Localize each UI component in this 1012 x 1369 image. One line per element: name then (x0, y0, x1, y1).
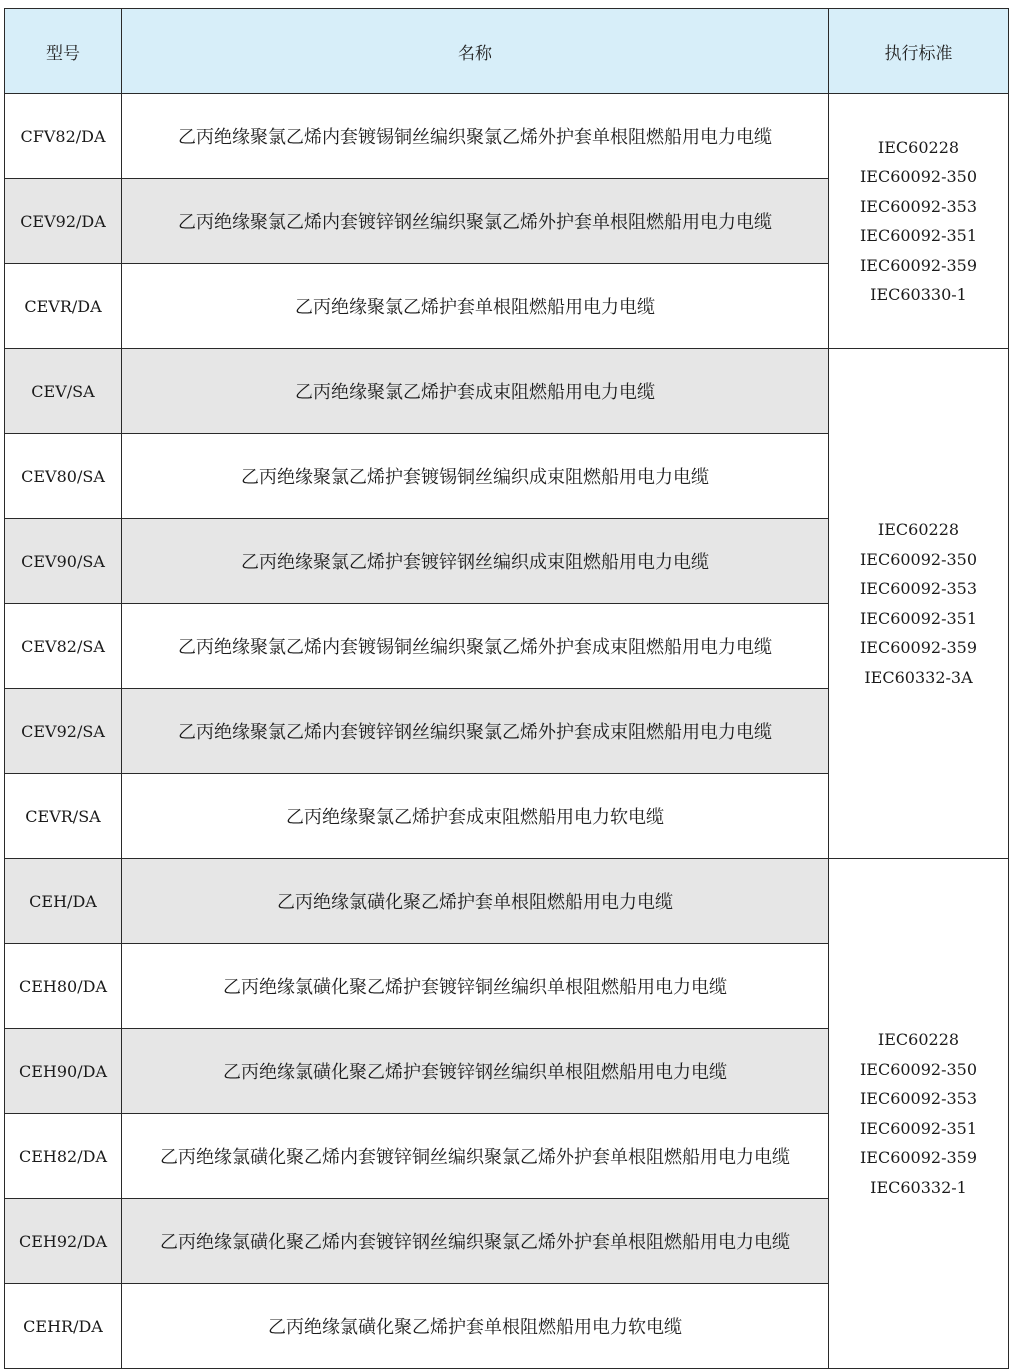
table-row (5, 349, 1009, 434)
standard-code: IEC60332-3A (864, 667, 973, 687)
standard-code: IEC60228 (877, 520, 960, 539)
standard-code: IEC60332-1 (870, 1177, 967, 1197)
standard-code: IEC60330-1 (870, 285, 967, 304)
standards-cell (829, 859, 1009, 1369)
model-cell: CEVR/SA (5, 774, 122, 859)
standard-code: IEC60092-351 (859, 608, 978, 628)
name-cell: 乙丙绝缘氯磺化聚乙烯内套镀锌铜丝编织聚氯乙烯外护套单根阻燃船用电力电缆 (122, 1114, 829, 1199)
standard-code: IEC60092-359 (859, 1148, 978, 1167)
name-cell: 乙丙绝缘氯磺化聚乙烯护套单根阻燃船用电力电缆 (122, 859, 829, 944)
model-cell: CEH92/DA (5, 1199, 122, 1284)
model-cell: CEV92/SA (5, 689, 122, 774)
standards-cell (829, 349, 1009, 859)
model-cell: CEHR/DA (5, 1284, 122, 1369)
standard-code: IEC60092-359 (859, 255, 978, 275)
name-cell: 乙丙绝缘聚氯乙烯护套单根阻燃船用电力电缆 (122, 264, 829, 349)
standard-code: IEC60092-351 (859, 1118, 978, 1138)
standard-code: IEC60092-350 (859, 1059, 978, 1079)
name-cell: 乙丙绝缘聚氯乙烯内套镀锡铜丝编织聚氯乙烯外护套成束阻燃船用电力电缆 (122, 604, 829, 689)
table-body (5, 94, 1009, 1369)
name-cell: 乙丙绝缘氯磺化聚乙烯内套镀锌钢丝编织聚氯乙烯外护套单根阻燃船用电力电缆 (122, 1199, 829, 1284)
model-cell: CEH82/DA (5, 1114, 122, 1199)
name-cell: 乙丙绝缘聚氯乙烯护套镀锡铜丝编织成束阻燃船用电力电缆 (122, 434, 829, 519)
standards-cell (829, 94, 1009, 349)
model-cell: CFV82/DA (5, 94, 122, 179)
standard-code: IEC60092-351 (859, 226, 978, 245)
name-cell: 乙丙绝缘氯磺化聚乙烯护套镀锌铜丝编织单根阻燃船用电力电缆 (122, 944, 829, 1029)
model-cell: CEV80/SA (5, 434, 122, 519)
standard-code: IEC60228 (877, 137, 960, 157)
standard-code: IEC60092-353 (859, 1089, 978, 1108)
name-cell: 乙丙绝缘氯磺化聚乙烯护套镀锌钢丝编织单根阻燃船用电力电缆 (122, 1029, 829, 1114)
name-cell: 乙丙绝缘氯磺化聚乙烯护套单根阻燃船用电力软电缆 (122, 1284, 829, 1369)
header-name: 名称 (122, 9, 829, 94)
model-cell: CEVR/DA (5, 264, 122, 349)
standard-code: IEC60092-350 (859, 167, 978, 186)
name-cell: 乙丙绝缘聚氯乙烯护套成束阻燃船用电力电缆 (122, 349, 829, 434)
table-row (5, 94, 1009, 179)
standard-code: IEC60092-353 (859, 196, 978, 216)
name-cell: 乙丙绝缘聚氯乙烯内套镀锡铜丝编织聚氯乙烯外护套单根阻燃船用电力电缆 (122, 94, 829, 179)
header-standard: 执行标准 (829, 9, 1009, 94)
name-cell: 乙丙绝缘聚氯乙烯护套成束阻燃船用电力软电缆 (122, 774, 829, 859)
standard-code: IEC60092-359 (859, 638, 978, 657)
model-cell: CEH90/DA (5, 1029, 122, 1114)
standard-code: IEC60228 (877, 1030, 960, 1049)
model-cell: CEV92/DA (5, 179, 122, 264)
model-cell: CEV/SA (5, 349, 122, 434)
name-cell: 乙丙绝缘聚氯乙烯内套镀锌钢丝编织聚氯乙烯外护套单根阻燃船用电力电缆 (122, 179, 829, 264)
cable-spec-table (4, 8, 1009, 1369)
header-model: 型号 (5, 9, 122, 94)
model-cell: CEV82/SA (5, 604, 122, 689)
name-cell: 乙丙绝缘聚氯乙烯护套镀锌钢丝编织成束阻燃船用电力电缆 (122, 519, 829, 604)
name-cell: 乙丙绝缘聚氯乙烯内套镀锌钢丝编织聚氯乙烯外护套成束阻燃船用电力电缆 (122, 689, 829, 774)
header-row (5, 9, 1009, 94)
model-cell: CEH80/DA (5, 944, 122, 1029)
model-cell: CEV90/SA (5, 519, 122, 604)
model-cell: CEH/DA (5, 859, 122, 944)
table-row (5, 859, 1009, 944)
standard-code: IEC60092-353 (859, 579, 978, 598)
standard-code: IEC60092-350 (859, 549, 978, 569)
